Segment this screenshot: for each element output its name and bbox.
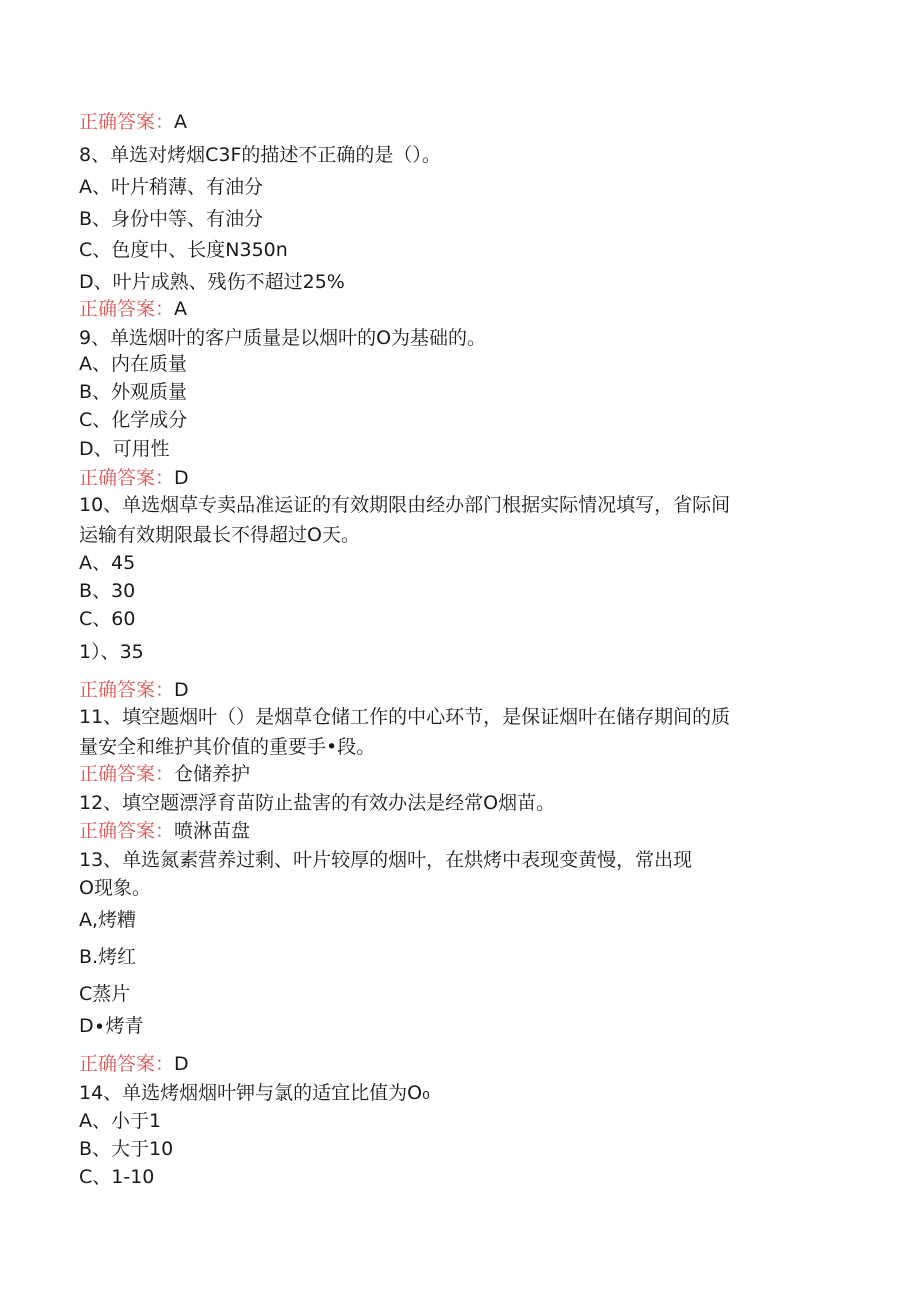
text-line: 14、单选烤烟烟叶钾与氯的适宜比值为O₀ xyxy=(79,1082,430,1104)
answer-label: 正确答案： xyxy=(79,763,175,785)
text-line: 10、单选烟草专卖品准运证的有效期限由经办部门根据实际情况填写，省际间 xyxy=(79,494,731,516)
answer-value: 喷淋苗盘 xyxy=(174,820,251,842)
correct-answer-line xyxy=(79,678,189,702)
text-line: 9、单选烟叶的客户质量是以烟叶的O为基础的。 xyxy=(79,327,487,349)
text-line: B.烤红 xyxy=(79,946,137,968)
answer-label: 正确答案： xyxy=(79,679,175,701)
correct-answer-line xyxy=(79,1052,189,1076)
correct-answer-line xyxy=(79,297,187,321)
text-line: A、45 xyxy=(79,552,136,574)
correct-answer-line xyxy=(79,110,187,134)
answer-value: D xyxy=(174,1053,189,1075)
text-line: 1）、35 xyxy=(79,641,144,663)
text-line: B、30 xyxy=(79,580,136,602)
answer-label: 正确答案： xyxy=(79,820,175,842)
text-line: A,烤糟 xyxy=(79,909,137,931)
text-line: 12、填空题漂浮育苗防止盐害的有效办法是经常O烟苗。 xyxy=(79,792,556,814)
text-line: C、1-10 xyxy=(79,1166,155,1188)
text-line: A、叶片稍薄、有油分 xyxy=(79,176,263,198)
correct-answer-line xyxy=(79,762,250,786)
text-line: C、色度中、长度N350n xyxy=(79,239,288,261)
answer-value: 仓储养护 xyxy=(174,763,251,785)
text-line: B、身份中等、有油分 xyxy=(79,208,264,230)
text-line: 运输有效期限最长不得超过O天。 xyxy=(79,524,360,546)
text-line: B、外观质量 xyxy=(79,381,188,403)
text-line: A、小于1 xyxy=(79,1110,162,1132)
text-line: C、60 xyxy=(79,608,136,630)
text-line: O现象。 xyxy=(79,877,151,899)
correct-answer-line xyxy=(79,466,189,490)
text-line: 量安全和维护其价值的重要手•段。 xyxy=(79,736,376,758)
correct-answer-line xyxy=(79,819,250,843)
text-line: D、叶片成熟、残伤不超过25% xyxy=(79,271,345,293)
text-line: C蒸片 xyxy=(79,983,131,1005)
answer-label: 正确答案： xyxy=(79,298,175,320)
text-line: A、内在质量 xyxy=(79,353,187,375)
answer-value: A xyxy=(174,298,188,320)
answer-label: 正确答案： xyxy=(79,467,175,489)
text-line: 8、单选对烤烟C3F的描述不正确的是（）。 xyxy=(79,144,441,166)
text-line: 13、单选氮素营养过剩、叶片较厚的烟叶，在烘烤中表现变黄慢，常出现 xyxy=(79,849,693,871)
answer-value: D xyxy=(174,467,189,489)
text-line: C、化学成分 xyxy=(79,409,188,431)
text-line: B、大于10 xyxy=(79,1138,174,1160)
answer-value: D xyxy=(174,679,189,701)
answer-label: 正确答案： xyxy=(79,111,175,133)
text-line: D、可用性 xyxy=(79,438,170,460)
text-line: 11、填空题烟叶（）是烟草仓储工作的中心环节，是保证烟叶在储存期间的质 xyxy=(79,706,731,728)
text-line: D∙烤青 xyxy=(79,1015,144,1037)
answer-value: A xyxy=(174,111,188,133)
answer-label: 正确答案： xyxy=(79,1053,175,1075)
